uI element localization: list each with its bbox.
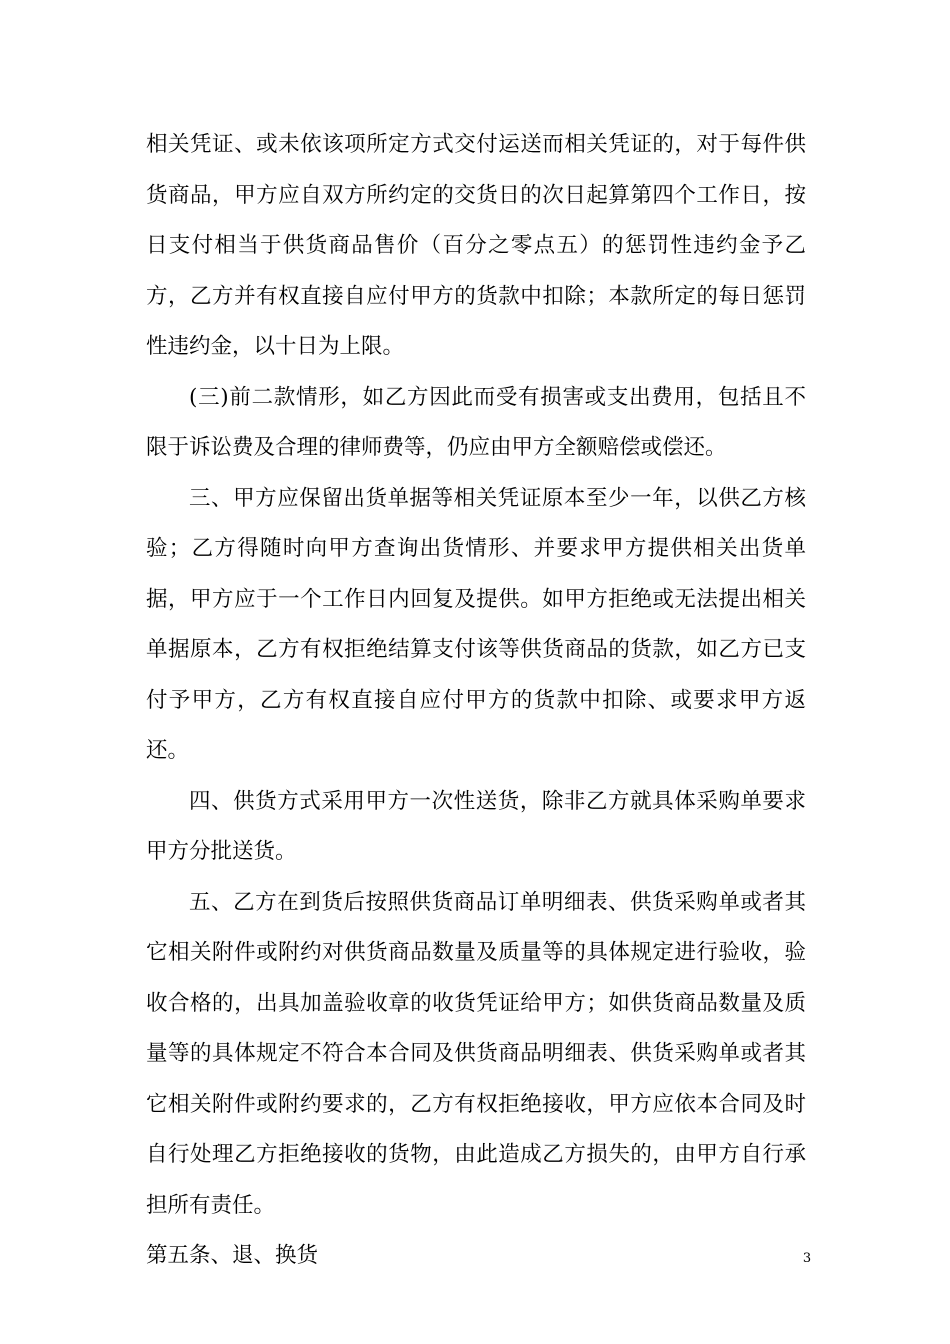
paragraph-clause-2-3: (三)前二款情形，如乙方因此而受有损害或支出费用，包括且不限于诉讼费及合理的律师费等，仍应由甲方全额赔偿或偿还。 [146,384,806,460]
paragraph-clause-5: 五、乙方在到货后按照供货商品订单明细表、供货采购单或者其它相关附件或附约对供货商品数量及质量等的具体规定进行验收，验收合格的，出具加盖验收章的收货凭证给甲方；如供货商品数量及质量等的具体规定不符合本合同及供货商品明细表、供货采购单或者其它相关附件或附约要求的，乙方有权拒绝接收，甲方应依本合同及时自行处理乙方拒绝接收的货物，由此造成乙方损失的，由甲方自行承担所有责任。 [146,889,806,1218]
paragraph-continuation: 相关凭证、或未依该项所定方式交付运送而相关凭证的，对于每件供货商品，甲方应自双方所约定的交货日的次日起算第四个工作日，按日支付相当于供货商品售价（百分之零点五）的惩罚性违约金予乙方，乙方并有权直接自应付甲方的货款中扣除；本款所定的每日惩罚性违约金，以十日为上限。 [146,132,806,359]
paragraph-clause-3: 三、甲方应保留出货单据等相关凭证原本至少一年，以供乙方核验；乙方得随时向甲方查询出货情形、并要求甲方提供相关出货单据，甲方应于一个工作日内回复及提供。如甲方拒绝或无法提出相关单据原本，乙方有权拒绝结算支付该等供货商品的货款，如乙方已支付予甲方，乙方有权直接自应付甲方的货款中扣除、或要求甲方返还。 [146,485,806,763]
page-number: 3 [802,1251,812,1266]
paragraph-clause-4: 四、供货方式采用甲方一次性送货，除非乙方就具体采购单要求甲方分批送货。 [146,788,806,864]
section-heading: 第五条、退、换货 [146,1243,319,1268]
document-body [146,120,806,1282]
